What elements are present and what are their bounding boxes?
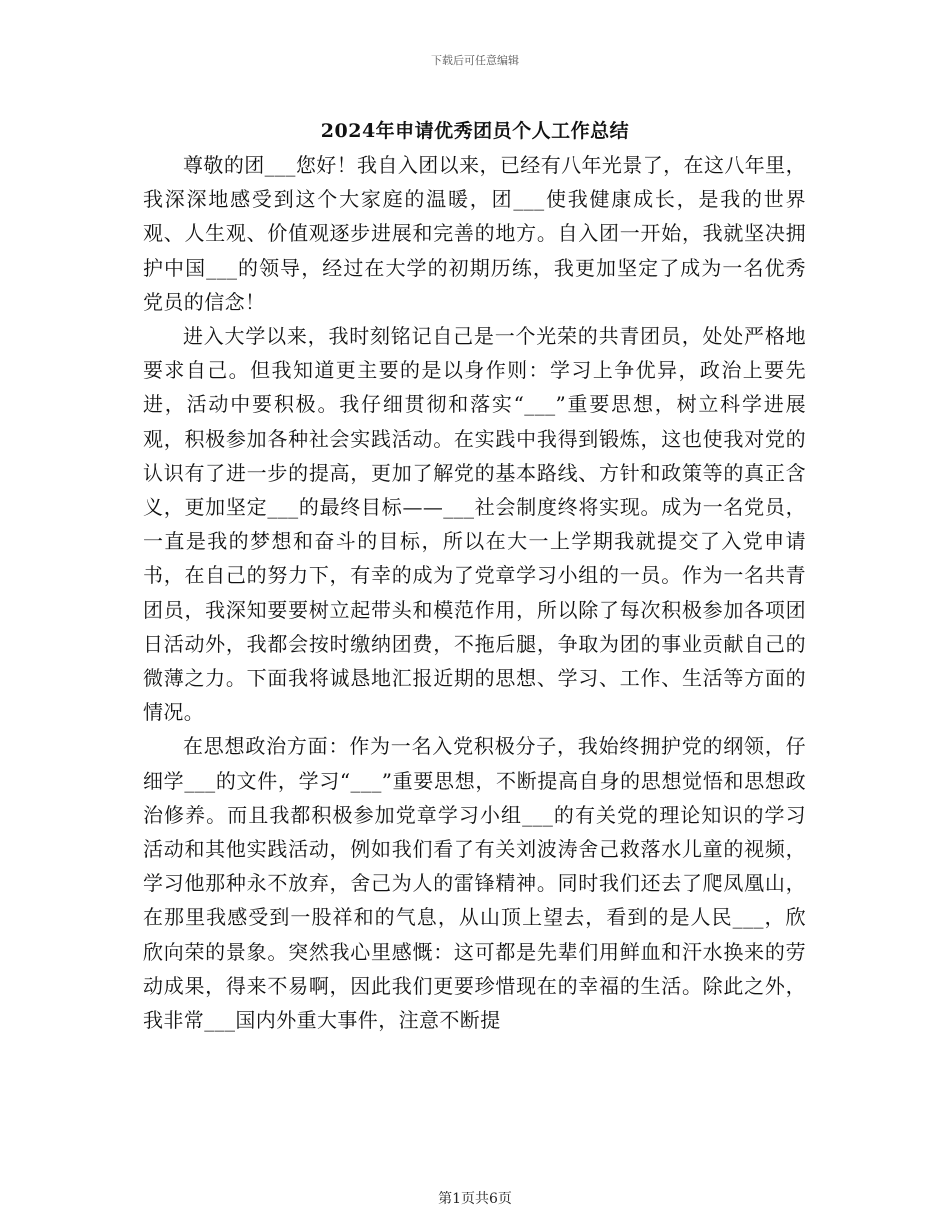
paragraph-greeting: 尊敬的团___您好！我自入团以来，已经有八年光景了，在这八年里，我深深地感受到这个大家庭的温暖，团___使我健康成长，是我的世界观、人生观、价值观逐步进展和完善的地方。自入团一开始，我就坚决拥护中国___的领导，经过在大学的初期历练，我更加坚定了成为一名优秀党员的信念！ bbox=[143, 153, 806, 314]
paragraph-political-thought: 在思想政治方面：作为一名入党积极分子，我始终拥护党的纲领，仔细学___的文件，学习“___”重要思想，不断提高自身的思想觉悟和思想政治修养。而且我都积极参加党章学习小组___的有关党的理论知识的学习活动和其他实践活动，例如我们看了有关刘波涛舍己救落水儿童的视频，学习他那种永不放弃，舍己为人的雷锋精神。同时我们还去了爬凤凰山，在那里我感受到一股祥和的气息，从山顶上望去，看到的是人民___，欣欣向荣的景象。突然我心里感慨：这可都是先辈们用鲜血和汗水换来的劳动成果，得来不易啊，因此我们更要珍惜现在的幸福的生活。除此之外，我非常___国内外重大事件，注意不断提 bbox=[143, 734, 806, 1033]
document-title: 2024年申请优秀团员个人工作总结 bbox=[320, 120, 630, 142]
paragraph-university-life: 进入大学以来，我时刻铭记自己是一个光荣的共青团员，处处严格地要求自己。但我知道更主要的是以身作则：学习上争优异，政治上要先进，活动中要积极。我仔细贯彻和落实“___”重要思想，树立科学进展观，积极参加各种社会实践活动。在实践中我得到锻炼，这也使我对党的认识有了进一步的提高，更加了解党的基本路线、方针和政策等的真正含义，更加坚定___的最终目标——___社会制度终将实现。成为一名党员，一直是我的梦想和奋斗的目标，所以在大一上学期我就提交了入党申请书，在自己的努力下，有幸的成为了党章学习小组的一员。作为一名共青团员，我深知要要树立起带头和模范作用，所以除了每次积极参加各项团日活动外，我都会按时缴纳团费，不拖后腿，争取为团的事业贡献自己的微薄之力。下面我将诚恳地汇报近期的思想、学习、工作、生活等方面的情况。 bbox=[143, 324, 806, 725]
page-number: 第1页共6页 bbox=[438, 1191, 512, 1207]
document-body bbox=[143, 148, 806, 1037]
page-header-note: 下载后可任意编辑 bbox=[431, 54, 519, 67]
